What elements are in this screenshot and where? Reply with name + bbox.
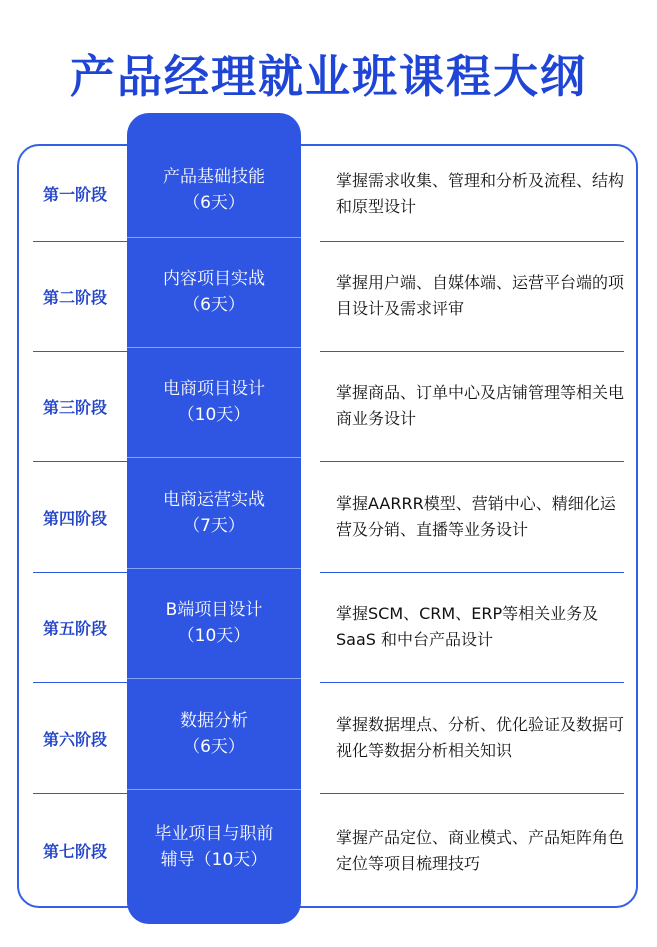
stage-description: 掌握用户端、自媒体端、运营平台端的项目设计及需求评审 [336,273,625,318]
course-name [127,568,301,678]
page-title: 产品经理就业班课程大纲 [69,50,587,103]
course-title: 电商项目设计 [163,379,265,399]
course-duration: （6天） [183,295,245,315]
course-name [127,347,301,457]
course-title: 内容项目实战 [163,269,265,289]
stage-description: 掌握AARRR模型、营销中心、精细化运营及分销、直播等业务设计 [336,494,616,539]
stage-description: 掌握SCM、CRM、ERP等相关业务及SaaS 和中台产品设计 [336,604,599,649]
course-column [127,113,301,924]
course-name [127,142,301,237]
course-duration: （10天） [177,626,251,646]
course-name [127,789,301,904]
stage-label: 第五阶段 [42,618,107,638]
course-name [127,679,301,789]
stage-label: 第七阶段 [42,842,107,861]
stage-description: 掌握商品、订单中心及店铺管理等相关电商业务设计 [336,383,625,428]
course-title: 数据分析 [180,711,248,731]
stage-label: 第六阶段 [42,729,107,749]
stage-description: 掌握需求收集、管理和分析及流程、结构和原型设计 [336,170,625,216]
stage-column [19,146,131,906]
course-duration: （6天） [183,737,245,757]
course-duration: 辅导（10天） [160,849,268,870]
description-column [320,146,640,906]
stage-label: 第四阶段 [42,508,107,528]
stage-label: 第一阶段 [42,185,107,204]
course-duration: （6天） [183,192,245,213]
course-name [127,237,301,347]
stage-description: 掌握产品定位、商业模式、产品矩阵角色定位等项目梳理技巧 [336,827,625,873]
course-duration: （10天） [177,405,251,425]
course-title: 毕业项目与职前 [154,823,274,844]
course-title: 产品基础技能 [163,166,265,187]
stage-description: 掌握数据埋点、分析、优化验证及数据可视化等数据分析相关知识 [336,715,625,760]
stage-label: 第三阶段 [42,397,107,417]
course-name [127,458,301,568]
course-duration: （7天） [183,516,245,536]
curriculum-table [17,144,638,908]
course-title: 电商运营实战 [163,490,265,510]
course-title: B端项目设计 [165,600,263,620]
stage-label: 第二阶段 [42,287,107,307]
